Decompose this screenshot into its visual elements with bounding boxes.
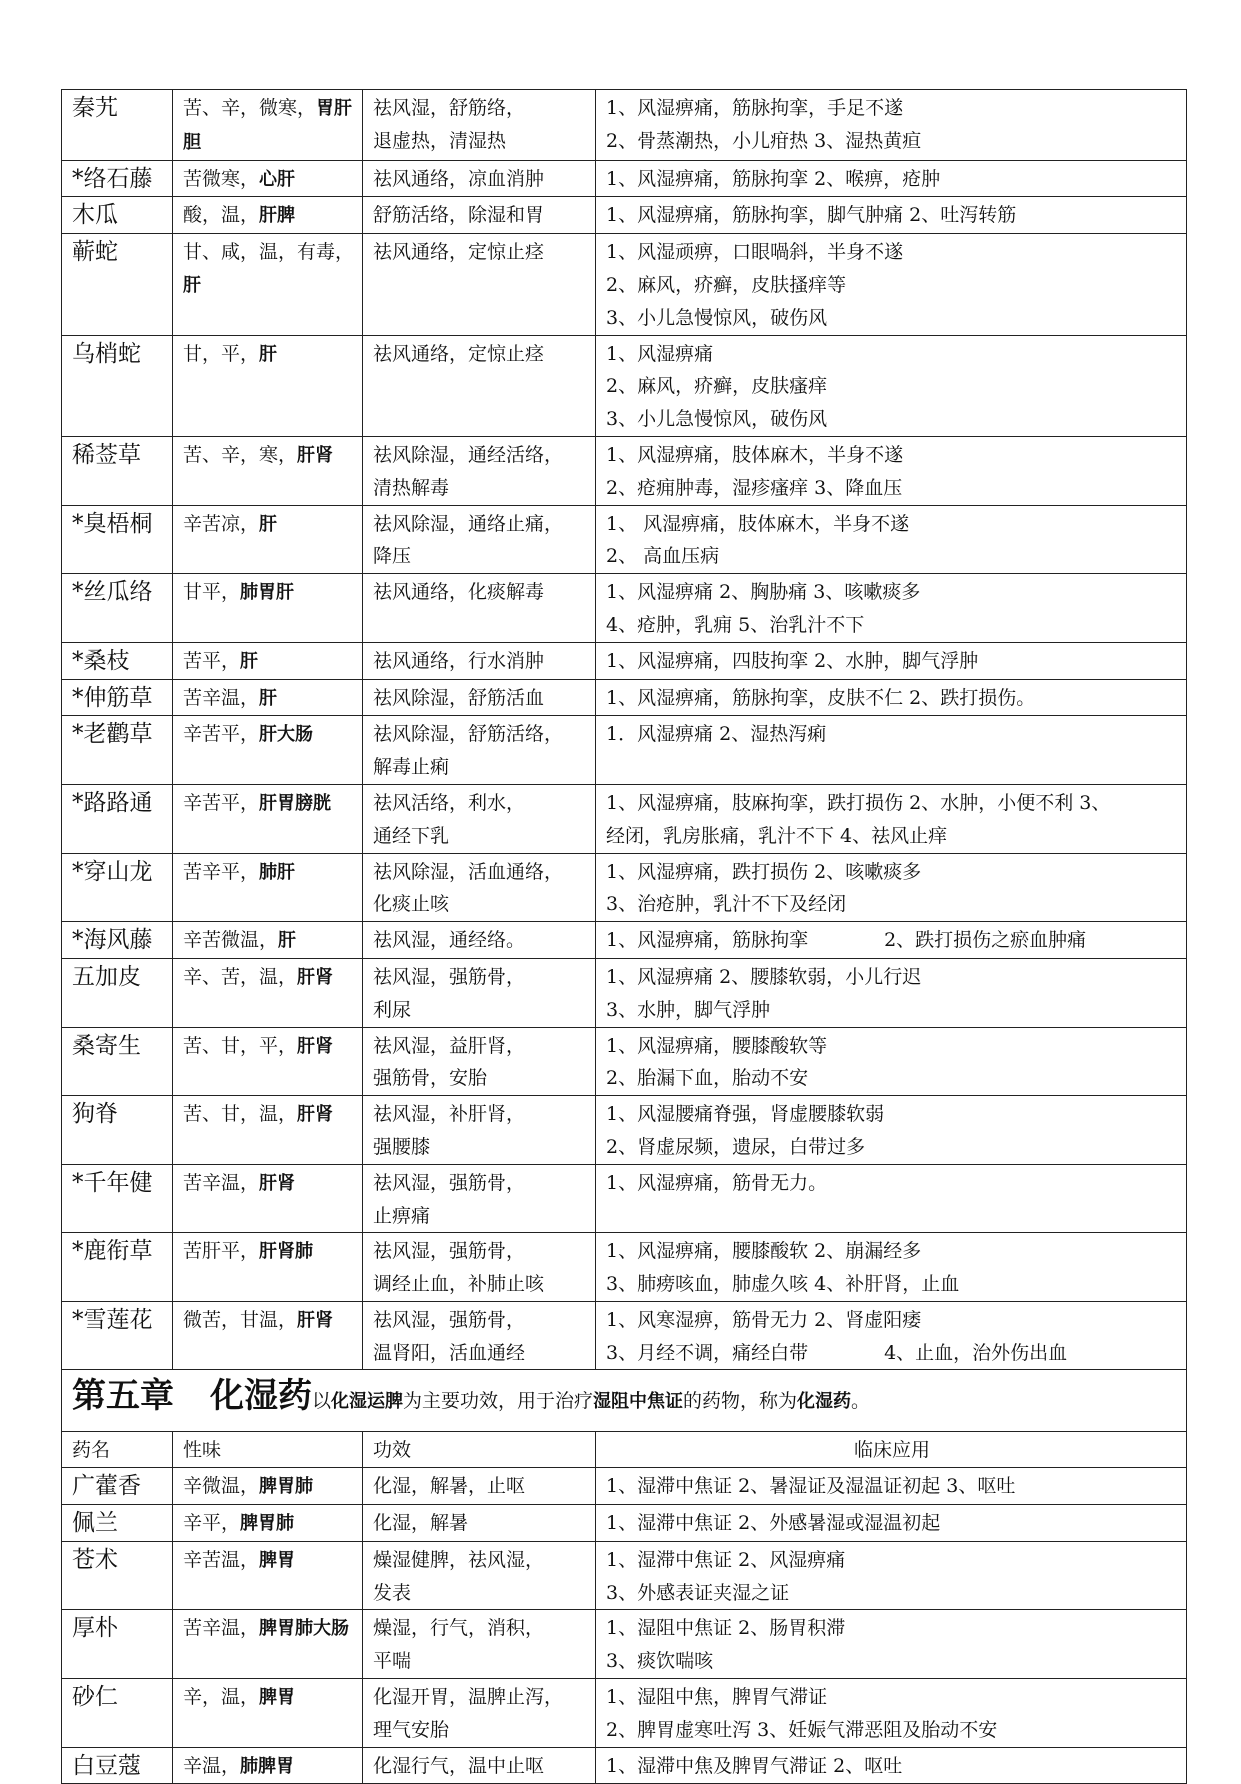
herb-taste-meridian: 苦微寒，心肝 xyxy=(173,160,363,197)
herb-taste-meridian: 苦、辛，微寒，胃肝胆 xyxy=(173,90,363,161)
herb-taste-meridian: 苦辛温，肝肾 xyxy=(173,1164,363,1233)
herb-name: 桑寄生 xyxy=(62,1027,173,1096)
meridian: 肝 xyxy=(259,343,278,365)
header-application: 临床应用 xyxy=(596,1432,1187,1468)
table-row xyxy=(62,679,1187,716)
meridian: 肝 xyxy=(183,274,201,296)
herb-name: 稀莶草 xyxy=(62,436,173,505)
herb-name: *桑枝 xyxy=(62,642,173,679)
table-header-row xyxy=(62,1432,1187,1468)
herb-efficacy: 化湿，解暑，止呕 xyxy=(363,1468,596,1505)
herb-application: 1、风湿痹痛，腰膝酸软 2、崩漏经多 3、肺痨咳血，肺虚久咳 4、补肝肾，止血 xyxy=(596,1233,1187,1302)
herb-taste-meridian: 酸，温，肝脾 xyxy=(173,197,363,234)
herb-name: 木瓜 xyxy=(62,197,173,234)
herb-name: *伸筋草 xyxy=(62,679,173,716)
herb-application: 1、风湿痹痛，肢麻拘挛，跌打损伤 2、水肿，小便不利 3、 经闭，乳房胀痛，乳汁不下 4、祛风止痒 xyxy=(596,784,1187,853)
herb-name: 广藿香 xyxy=(62,1468,173,1505)
herb-application: 1、风湿痹痛，筋脉拘挛，脚气肿痛 2、吐泻转筋 xyxy=(596,197,1187,234)
meridian: 脾胃肺大肠 xyxy=(259,1618,350,1640)
herb-taste-meridian: 苦、甘，温，肝肾 xyxy=(173,1096,363,1165)
herb-taste-meridian: 辛苦平，肝胃膀胱 xyxy=(173,784,363,853)
meridian: 肺胃肝 xyxy=(240,582,295,604)
meridian: 脾胃 xyxy=(259,1687,296,1709)
herb-application: 1、风湿痹痛 2、腰膝软弱，小儿行迟 3、水肿，脚气浮肿 xyxy=(596,958,1187,1027)
herb-name: 佩兰 xyxy=(62,1505,173,1542)
herb-application: 1、风湿顽痹，口眼喎斜，半身不遂 2、麻风，疥癣，皮肤搔痒等 3、小儿急慢惊风，破伤风 xyxy=(596,234,1187,335)
herb-application: 1、风湿痹痛，跌打损伤 2、咳嗽痰多 3、治疮肿，乳汁不下及经闭 xyxy=(596,853,1187,922)
table-row xyxy=(62,1505,1187,1542)
herb-taste-meridian: 辛，温，脾胃 xyxy=(173,1679,363,1748)
chapter-number: 第五章 xyxy=(72,1376,174,1417)
herb-taste-meridian: 辛苦凉，肝 xyxy=(173,505,363,574)
herb-application: 1、风湿痹痛，筋脉拘挛 2、喉痹，疮肿 xyxy=(596,160,1187,197)
herb-application: 1、风寒湿痹，筋骨无力 2、肾虚阳痿 3、月经不调，痛经白带 4、止血，治外伤出血 xyxy=(596,1301,1187,1370)
herb-name: 秦艽 xyxy=(62,90,173,161)
herb-name: *雪莲花 xyxy=(62,1301,173,1370)
table-row xyxy=(62,436,1187,505)
herb-application: 1、风湿痹痛，筋脉拘挛，手足不遂 2、骨蒸潮热，小儿疳热 3、湿热黄疸 xyxy=(596,90,1187,161)
meridian: 脾胃肺 xyxy=(259,1476,314,1498)
herb-efficacy: 化湿，解暑 xyxy=(363,1505,596,1542)
table-row xyxy=(62,234,1187,335)
herb-application: 1、 风湿痹痛，肢体麻木，半身不遂 2、 高血压病 xyxy=(596,505,1187,574)
herb-efficacy: 祛风除湿，舒筋活血 xyxy=(363,679,596,716)
herb-application: 1、湿阻中焦，脾胃气滞证 2、脾胃虚寒吐泻 3、妊娠气滞恶阻及胎动不安 xyxy=(596,1679,1187,1748)
table-row xyxy=(62,1468,1187,1505)
header-name: 药名 xyxy=(62,1432,173,1468)
meridian: 肝肾肺 xyxy=(259,1241,314,1263)
meridian: 肺肝 xyxy=(259,861,296,883)
herb-efficacy: 祛风湿，通经络。 xyxy=(363,922,596,959)
herb-efficacy: 祛风湿，强筋骨， 止痹痛 xyxy=(363,1164,596,1233)
meridian: 肝脾 xyxy=(259,205,296,227)
table-row xyxy=(62,1096,1187,1165)
meridian: 心肝 xyxy=(259,168,296,190)
herb-taste-meridian: 苦辛平，肺肝 xyxy=(173,853,363,922)
meridian: 肝 xyxy=(259,513,278,535)
herb-taste-meridian: 苦平，肝 xyxy=(173,642,363,679)
table-row xyxy=(62,784,1187,853)
herb-efficacy: 舒筋活络，除湿和胃 xyxy=(363,197,596,234)
herb-application: 1、湿滞中焦及脾胃气滞证 2、呕吐 xyxy=(596,1747,1187,1784)
meridian: 肝 xyxy=(278,930,297,952)
table-row xyxy=(62,853,1187,922)
table-row xyxy=(62,90,1187,161)
herb-application: 1、风湿痹痛，筋骨无力。 xyxy=(596,1164,1187,1233)
herb-taste-meridian: 甘，平，肝 xyxy=(173,335,363,436)
herb-name: 砂仁 xyxy=(62,1679,173,1748)
herb-efficacy: 祛风通络，化痰解毒 xyxy=(363,574,596,643)
herb-efficacy: 祛风活络，利水， 通经下乳 xyxy=(363,784,596,853)
herb-taste-meridian: 苦辛温，脾胃肺大肠 xyxy=(173,1610,363,1679)
table-row xyxy=(62,1164,1187,1233)
herb-taste-meridian: 辛、苦，温，肝肾 xyxy=(173,958,363,1027)
herb-taste-meridian: 苦辛温，肝 xyxy=(173,679,363,716)
herb-name: 厚朴 xyxy=(62,1610,173,1679)
herb-efficacy: 祛风通络，行水消肿 xyxy=(363,642,596,679)
herb-taste-meridian: 甘平，肺胃肝 xyxy=(173,574,363,643)
meridian: 肝 xyxy=(259,687,278,709)
table-row xyxy=(62,1679,1187,1748)
table-row xyxy=(62,1301,1187,1370)
herb-efficacy: 祛风除湿，活血通络， 化痰止咳 xyxy=(363,853,596,922)
herb-efficacy: 化湿行气，温中止呕 xyxy=(363,1747,596,1784)
herb-name: 五加皮 xyxy=(62,958,173,1027)
herb-application: 1、风湿痹痛，筋脉拘挛 2、跌打损伤之瘀血肿痛 xyxy=(596,922,1187,959)
herb-name: 蕲蛇 xyxy=(62,234,173,335)
herb-taste-meridian: 辛苦平，肝大肠 xyxy=(173,716,363,785)
document-page xyxy=(61,89,1186,1784)
header-taste: 性味 xyxy=(173,1432,363,1468)
table-row xyxy=(62,1027,1187,1096)
herb-name: *络石藤 xyxy=(62,160,173,197)
herb-application: 1、湿滞中焦证 2、外感暑湿或湿温初起 xyxy=(596,1505,1187,1542)
herb-application: 1、风湿痹痛，肢体麻木，半身不遂 2、疮痈肿毒，湿疹瘙痒 3、降血压 xyxy=(596,436,1187,505)
meridian: 肝 xyxy=(240,650,259,672)
table-row xyxy=(62,922,1187,959)
herb-taste-meridian: 辛苦温，脾胃 xyxy=(173,1541,363,1610)
herb-taste-meridian: 苦、甘，平，肝肾 xyxy=(173,1027,363,1096)
herb-efficacy: 祛风除湿，舒筋活络， 解毒止痢 xyxy=(363,716,596,785)
herb-efficacy: 燥湿健脾，祛风湿， 发表 xyxy=(363,1541,596,1610)
herb-efficacy: 祛风湿，强筋骨， 温肾阳，活血通经 xyxy=(363,1301,596,1370)
table-row xyxy=(62,1747,1187,1784)
herb-efficacy: 祛风湿，强筋骨， 调经止血，补肺止咳 xyxy=(363,1233,596,1302)
header-efficacy: 功效 xyxy=(363,1432,596,1468)
table-row xyxy=(62,574,1187,643)
table-row xyxy=(62,160,1187,197)
herb-application: 1、湿滞中焦证 2、暑湿证及湿温证初起 3、呕吐 xyxy=(596,1468,1187,1505)
table-row xyxy=(62,197,1187,234)
table-row xyxy=(62,958,1187,1027)
meridian: 肝肾 xyxy=(297,1309,334,1331)
herb-name: *千年健 xyxy=(62,1164,173,1233)
herb-name: 乌梢蛇 xyxy=(62,335,173,436)
herb-application: 1、风湿痹痛 2、胸胁痛 3、咳嗽痰多 4、疮肿，乳痈 5、治乳汁不下 xyxy=(596,574,1187,643)
table-row xyxy=(62,1233,1187,1302)
herb-name: *老鹳草 xyxy=(62,716,173,785)
herb-application: 1、风湿痹痛，筋脉拘挛，皮肤不仁 2、跌打损伤。 xyxy=(596,679,1187,716)
meridian: 肺脾胃 xyxy=(240,1755,295,1777)
meridian: 肝肾 xyxy=(297,444,334,466)
herb-efficacy: 祛风湿，舒筋络， 退虚热，清湿热 xyxy=(363,90,596,161)
herb-efficacy: 祛风湿，补肝肾， 强腰膝 xyxy=(363,1096,596,1165)
table-row xyxy=(62,1541,1187,1610)
herb-efficacy: 祛风除湿，通络止痛， 降压 xyxy=(363,505,596,574)
herb-efficacy: 燥湿，行气，消积， 平喘 xyxy=(363,1610,596,1679)
herb-application: 1、湿滞中焦证 2、风湿痹痛 3、外感表证夹湿之证 xyxy=(596,1541,1187,1610)
meridian: 肝大肠 xyxy=(259,724,314,746)
herb-efficacy: 祛风除湿，通经活络， 清热解毒 xyxy=(363,436,596,505)
herb-application: 1、风湿痹痛 2、麻风，疥癣，皮肤瘙痒 3、小儿急慢惊风，破伤风 xyxy=(596,335,1187,436)
herb-name: *丝瓜络 xyxy=(62,574,173,643)
herb-efficacy: 祛风通络，定惊止痉 xyxy=(363,335,596,436)
herb-efficacy: 祛风湿，益肝肾， 强筋骨，安胎 xyxy=(363,1027,596,1096)
meridian: 肝肾 xyxy=(297,1104,334,1126)
herb-efficacy: 祛风通络，凉血消肿 xyxy=(363,160,596,197)
meridian: 胃肝胆 xyxy=(183,98,353,153)
meridian: 肝肾 xyxy=(259,1172,296,1194)
herb-name: *鹿衔草 xyxy=(62,1233,173,1302)
herb-name: *路路通 xyxy=(62,784,173,853)
herb-name: 苍术 xyxy=(62,1541,173,1610)
chapter-title: 化湿药 xyxy=(210,1376,312,1417)
herb-taste-meridian: 辛微温，脾胃肺 xyxy=(173,1468,363,1505)
herb-taste-meridian: 辛平，脾胃肺 xyxy=(173,1505,363,1542)
herb-name: 白豆蔻 xyxy=(62,1747,173,1784)
herb-application: 1、风湿痹痛，四肢拘挛 2、水肿，脚气浮肿 xyxy=(596,642,1187,679)
table-row xyxy=(62,716,1187,785)
herb-taste-meridian: 甘、咸，温，有毒，肝 xyxy=(173,234,363,335)
meridian: 脾胃肺 xyxy=(240,1513,295,1535)
table-row xyxy=(62,1610,1187,1679)
herb-efficacy: 化湿开胃，温脾止泻， 理气安胎 xyxy=(363,1679,596,1748)
table-row xyxy=(62,642,1187,679)
table-row xyxy=(62,505,1187,574)
chapter-heading xyxy=(62,1370,1187,1432)
herb-efficacy: 祛风通络，定惊止痉 xyxy=(363,234,596,335)
herb-efficacy: 祛风湿，强筋骨， 利尿 xyxy=(363,958,596,1027)
table-row xyxy=(62,335,1187,436)
chapter-description: 以化湿运脾为主要功效，用于治疗湿阻中焦证的药物，称为化湿药。 xyxy=(312,1390,871,1413)
herb-taste-meridian: 微苦，甘温，肝肾 xyxy=(173,1301,363,1370)
herb-taste-meridian: 辛苦微温，肝 xyxy=(173,922,363,959)
herb-application: 1、风湿痹痛，腰膝酸软等 2、胎漏下血，胎动不安 xyxy=(596,1027,1187,1096)
meridian: 肝肾 xyxy=(297,1035,334,1057)
meridian: 肝肾 xyxy=(297,966,334,988)
chapter-heading-row xyxy=(62,1370,1187,1432)
herb-name: 狗脊 xyxy=(62,1096,173,1165)
meridian: 脾胃 xyxy=(259,1549,296,1571)
herb-taste-meridian: 辛温，肺脾胃 xyxy=(173,1747,363,1784)
herb-application: 1、湿阻中焦证 2、肠胃积滞 3、痰饮喘咳 xyxy=(596,1610,1187,1679)
herb-taste-meridian: 苦肝平，肝肾肺 xyxy=(173,1233,363,1302)
herb-taste-meridian: 苦、辛，寒，肝肾 xyxy=(173,436,363,505)
herb-name: *海风藤 xyxy=(62,922,173,959)
herb-table xyxy=(61,89,1187,1784)
meridian: 肝胃膀胱 xyxy=(259,792,332,814)
herb-application: 1、风湿腰痛脊强，肾虚腰膝软弱 2、肾虚尿频，遗尿，白带过多 xyxy=(596,1096,1187,1165)
herb-name: *穿山龙 xyxy=(62,853,173,922)
herb-application: 1．风湿痹痛 2、湿热泻痢 xyxy=(596,716,1187,785)
herb-name: *臭梧桐 xyxy=(62,505,173,574)
